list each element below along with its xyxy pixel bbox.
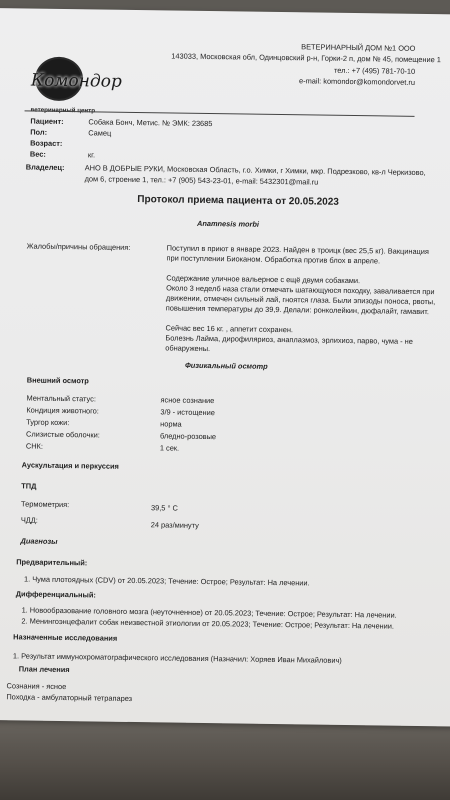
complaint-line: Около 3 неделб наза стали отмечать шатающуюся походку, заваливается при — [166, 283, 435, 297]
exam-row-label: Ментальный статус: — [26, 393, 96, 404]
sex-label: Пол: — [30, 127, 48, 137]
chdd-label: ЧДД: — [20, 515, 38, 525]
complaint-line: при поступлении Биоканом. Обработка против блох в апреле. — [166, 253, 381, 266]
weight-value: кг. — [87, 150, 96, 160]
document-page — [0, 8, 450, 726]
complaint-line: повышения температуры до 39,9. Делали: ронколейкин, дюфалайт, гамавит. — [165, 303, 430, 317]
owner-label: Владелец: — [25, 162, 65, 172]
exam-row-label: Слизистые оболочки: — [25, 429, 100, 440]
differential-heading: Дифференциальный: — [15, 589, 96, 600]
preliminary-item: 1. Чума плотоядных (CDV) от 20.05.2023; Течение: Острое; Результат: На лечении. — [23, 574, 310, 588]
patient-label: Пациент: — [30, 116, 64, 126]
diagnoses-heading: Диагнозы — [20, 536, 58, 546]
owner-line-2: дом 6, строение 1, тел.: +7 (905) 543-23-01, e-mail: 5432301@mail.ru — [84, 174, 319, 187]
exam-row-value: бледно-розовые — [159, 431, 217, 442]
exam-row-label: Тургор кожи: — [26, 417, 70, 428]
exam-heading: Физикальный осмотр — [184, 360, 268, 371]
plan-item: Походка - амбулаторный тетрапарез — [6, 692, 133, 703]
complaints-label: Жалобы/причины обращения: — [26, 241, 131, 252]
complaint-line: движении, отмечен сильный лай, гноятся глаза. Были эпизоды поноса, рвоты, — [165, 293, 436, 307]
clinic-logo — [30, 55, 121, 126]
plan-item: Сознания - ясное — [6, 681, 67, 692]
complaint-line: Болезнь Лайма, дирофиляриоз, анаплазмоз, эрлихиоз, парво, чума - не — [165, 333, 413, 346]
clinic-name: ВЕТЕРИНАРНЫЙ ДОМ №1 ООО — [301, 42, 416, 53]
studies-heading: Назначенные исследования — [13, 632, 118, 643]
anamnesis-heading: Anamnesis morbi — [196, 218, 260, 229]
exam-row-value: 3/9 - истощение — [160, 407, 215, 418]
differential-item: 1. Новообразование головного мозга (неуточненное) от 20.05.2023; Течение: Острое; Результат: На лечении. — [21, 605, 397, 620]
exam-row-value: 1 сек. — [159, 443, 180, 453]
differential-item: 2. Менингоэнцефалит собак неизвестной этиологии от 20.05.2023; Течение: Острое; Результат: На лечении. — [21, 616, 395, 631]
clinic-phone: тел.: +7 (495) 781-70-10 — [333, 65, 416, 76]
complaint-line: Поступил в приют в январе 2023. Найден в троицк (вес 25,5 кг). Вакцинация — [166, 243, 430, 257]
weight-label: Вес: — [29, 149, 46, 159]
protocol-title: Протокол приема пациента от 20.05.2023 — [137, 194, 339, 208]
clinic-address: 143033, Московская обл, Одинцовский р-н, Горки-2 п, дом № 45, помещение 1 — [171, 51, 441, 65]
complaint-line: Содержание уличное вальерное с ещё двумя собаками. — [166, 273, 361, 286]
exam-row-label: СНК: — [25, 441, 43, 451]
study-item: 1. Результат иммунохроматографического исследования (Назначил: Хоряев Иван Михайлович) — [12, 651, 342, 665]
external-exam-heading: Внешний осмотр — [26, 375, 89, 386]
owner-line-1: АНО В ДОБРЫЕ РУКИ, Московская Область, г.о. Химки, г Химки, мкр. Подрезково, кв-л Черкизово, — [84, 163, 426, 178]
clinic-email: e-mail: komondor@komondorvet.ru — [298, 76, 416, 87]
auscultation-heading: Аускультация и перкуссия — [21, 460, 119, 471]
plan-heading: План лечения — [18, 664, 70, 675]
tpd-heading: ТПД — [21, 481, 37, 491]
exam-row-value: норма — [160, 419, 182, 429]
complaint-line: Сейчас вес 16 кг. , аппетит сохранен. — [165, 323, 294, 335]
sex-value: Самец — [88, 128, 112, 138]
thermometry-label: Термометрия: — [21, 499, 70, 510]
patient-value: Собака Бонч, Метис. № ЭМК: 23685 — [88, 117, 213, 129]
thermometry-value: 39,5 ° С — [150, 503, 178, 513]
exam-row-label: Кондиция животного: — [26, 405, 99, 416]
complaint-line: обнаружены. — [165, 343, 211, 354]
exam-row-value: ясное сознание — [160, 395, 215, 406]
age-label: Возраст: — [30, 138, 63, 148]
chdd-value: 24 раз/минуту — [150, 520, 199, 530]
logo-wordmark: Комондор — [30, 70, 122, 92]
preliminary-heading: Предварительный: — [16, 557, 88, 568]
